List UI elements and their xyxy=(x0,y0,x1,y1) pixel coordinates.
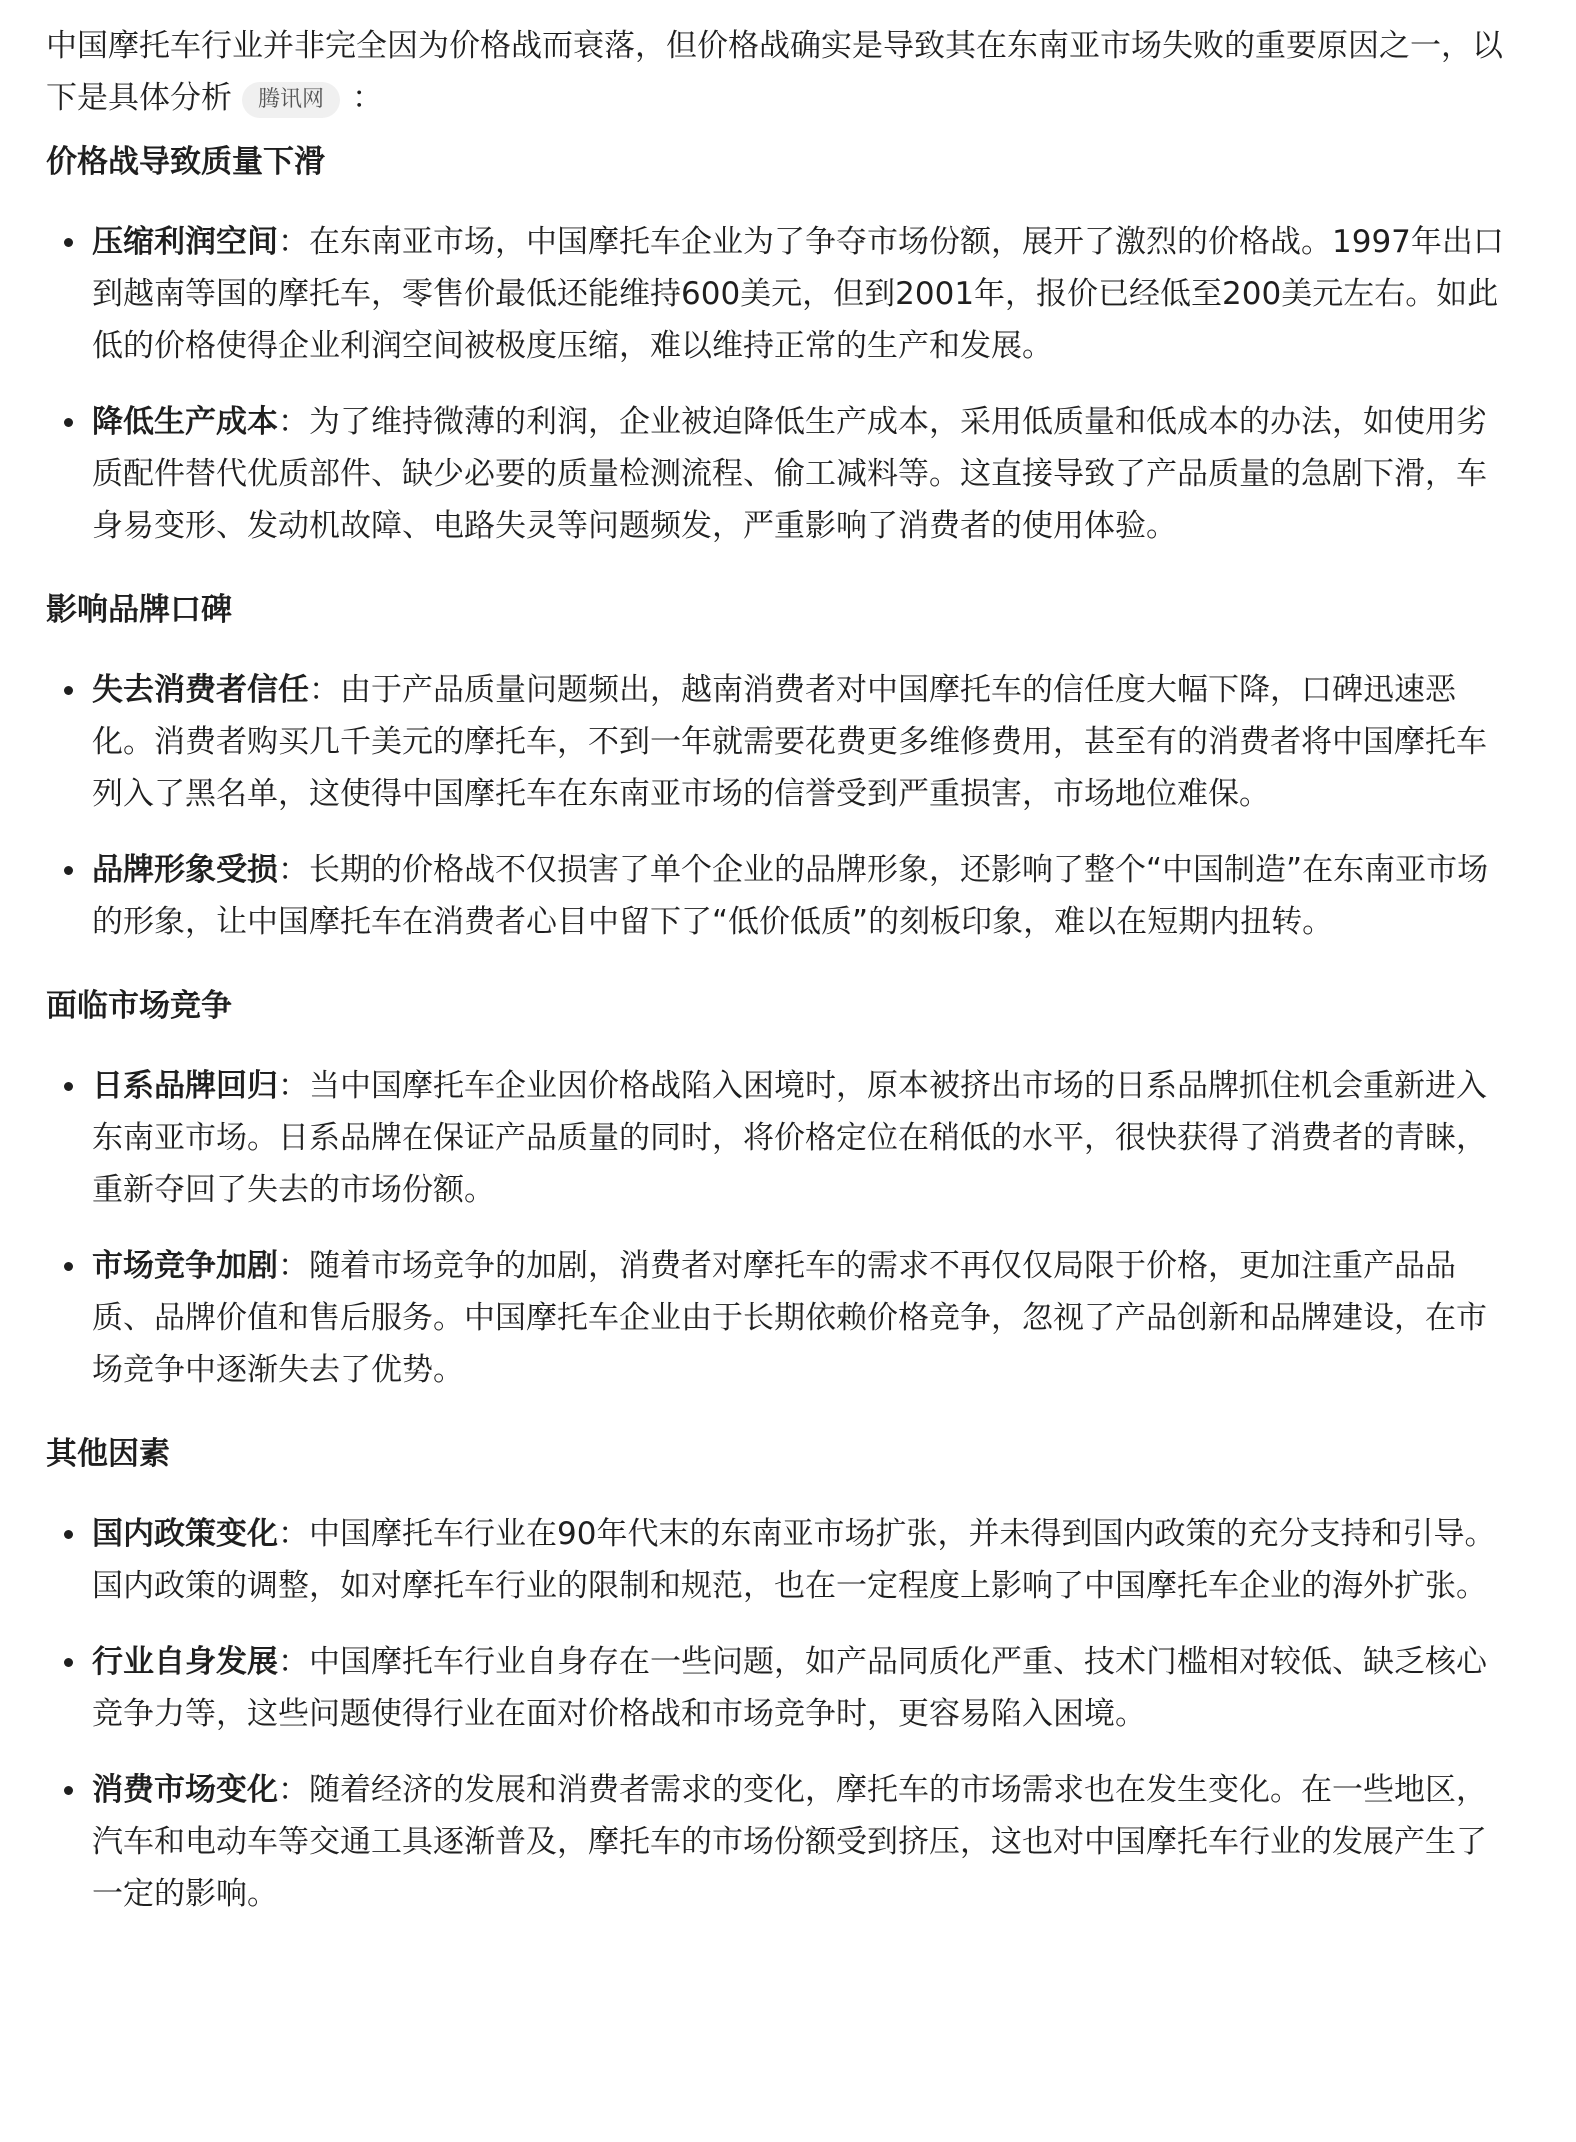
list-item xyxy=(46,1060,1508,1216)
item-term: 降低生产成本 xyxy=(92,404,278,440)
item-body: 随着经济的发展和消费者需求的变化，摩托车的市场需求也在发生变化。在一些地区，汽车和电动车等交通工具逐渐普及，摩托车的市场份额受到挤压，这也对中国摩托车行业的发展产生了一定的影响。 xyxy=(92,1772,1487,1912)
list-item xyxy=(46,844,1508,948)
list-item xyxy=(46,1764,1508,1920)
section-title: 价格战导致质量下滑 xyxy=(46,144,325,180)
item-separator: ： xyxy=(278,1644,309,1680)
intro-paragraph xyxy=(46,20,1508,124)
item-term: 失去消费者信任 xyxy=(92,672,309,708)
item-separator: ： xyxy=(309,672,340,708)
item-separator: ： xyxy=(278,1068,309,1104)
list-item xyxy=(46,1636,1508,1740)
item-body: 由于产品质量问题频出，越南消费者对中国摩托车的信任度大幅下降，口碑迅速恶化。消费者购买几千美元的摩托车，不到一年就需要花费更多维修费用，甚至有的消费者将中国摩托车列入了黑名单，这使得中国摩托车在东南亚市场的信誉受到严重损害，市场地位难保。 xyxy=(92,672,1487,812)
list-item xyxy=(46,1240,1508,1396)
list-item xyxy=(46,396,1508,552)
item-term: 日系品牌回归 xyxy=(92,1068,278,1104)
item-separator: ： xyxy=(278,1772,309,1808)
section-title: 面临市场竞争 xyxy=(46,988,232,1024)
bullet-list xyxy=(46,1508,1508,1920)
list-item xyxy=(46,1508,1508,1612)
item-term: 市场竞争加剧 xyxy=(92,1248,278,1284)
item-term: 品牌形象受损 xyxy=(92,852,278,888)
bullet-list xyxy=(46,216,1508,552)
intro-text: 中国摩托车行业并非完全因为价格战而衰落，但价格战确实是导致其在东南亚市场失败的重要原因之一，以下是具体分析 xyxy=(46,28,1503,116)
intro-colon: ： xyxy=(352,80,384,116)
section-market-competition xyxy=(46,982,1508,1396)
item-body: 长期的价格战不仅损害了单个企业的品牌形象，还影响了整个“中国制造”在东南亚市场的形象，让中国摩托车在消费者心目中留下了“低价低质”的刻板印象，难以在短期内扭转。 xyxy=(92,852,1489,940)
item-separator: ： xyxy=(278,404,309,440)
section-title: 影响品牌口碑 xyxy=(46,592,232,628)
list-item xyxy=(46,216,1508,372)
item-separator: ： xyxy=(278,852,309,888)
list-item xyxy=(46,664,1508,820)
bullet-list xyxy=(46,664,1508,948)
item-term: 压缩利润空间 xyxy=(92,224,278,260)
item-term: 消费市场变化 xyxy=(92,1772,278,1808)
item-separator: ： xyxy=(278,1516,309,1552)
section-price-war-quality xyxy=(46,138,1508,552)
item-body: 当中国摩托车企业因价格战陷入困境时，原本被挤出市场的日系品牌抓住机会重新进入东南亚市场。日系品牌在保证产品质量的同时，将价格定位在稍低的水平，很快获得了消费者的青睐，重新夺回了失去的市场份额。 xyxy=(92,1068,1487,1208)
item-separator: ： xyxy=(278,224,309,260)
section-title: 其他因素 xyxy=(46,1436,170,1472)
item-term: 行业自身发展 xyxy=(92,1644,278,1680)
bullet-list xyxy=(46,1060,1508,1396)
source-chip-tencent[interactable]: 腾讯网 xyxy=(242,82,340,118)
item-body: 在东南亚市场，中国摩托车企业为了争夺市场份额，展开了激烈的价格战。1997年出口到越南等国的摩托车，零售价最低还能维持600美元，但到2001年，报价已经低至200美元左右。如此低的价格使得企业利润空间被极度压缩，难以维持正常的生产和发展。 xyxy=(92,224,1504,364)
item-body: 随着市场竞争的加剧，消费者对摩托车的需求不再仅仅局限于价格，更加注重产品品质、品牌价值和售后服务。中国摩托车企业由于长期依赖价格竞争，忽视了产品创新和品牌建设，在市场竞争中逐渐失去了优势。 xyxy=(92,1248,1487,1388)
item-body: 中国摩托车行业自身存在一些问题，如产品同质化严重、技术门槛相对较低、缺乏核心竞争力等，这些问题使得行业在面对价格战和市场竞争时，更容易陷入困境。 xyxy=(92,1644,1487,1732)
section-brand-reputation xyxy=(46,586,1508,948)
item-body: 为了维持微薄的利润，企业被迫降低生产成本，采用低质量和低成本的办法，如使用劣质配件替代优质部件、缺少必要的质量检测流程、偷工减料等。这直接导致了产品质量的急剧下滑，车身易变形、发动机故障、电路失灵等问题频发，严重影响了消费者的使用体验。 xyxy=(92,404,1487,544)
item-term: 国内政策变化 xyxy=(92,1516,278,1552)
section-other-factors xyxy=(46,1430,1508,1920)
item-body: 中国摩托车行业在90年代末的东南亚市场扩张，并未得到国内政策的充分支持和引导。国内政策的调整，如对摩托车行业的限制和规范，也在一定程度上影响了中国摩托车企业的海外扩张。 xyxy=(92,1516,1496,1604)
item-separator: ： xyxy=(278,1248,309,1284)
